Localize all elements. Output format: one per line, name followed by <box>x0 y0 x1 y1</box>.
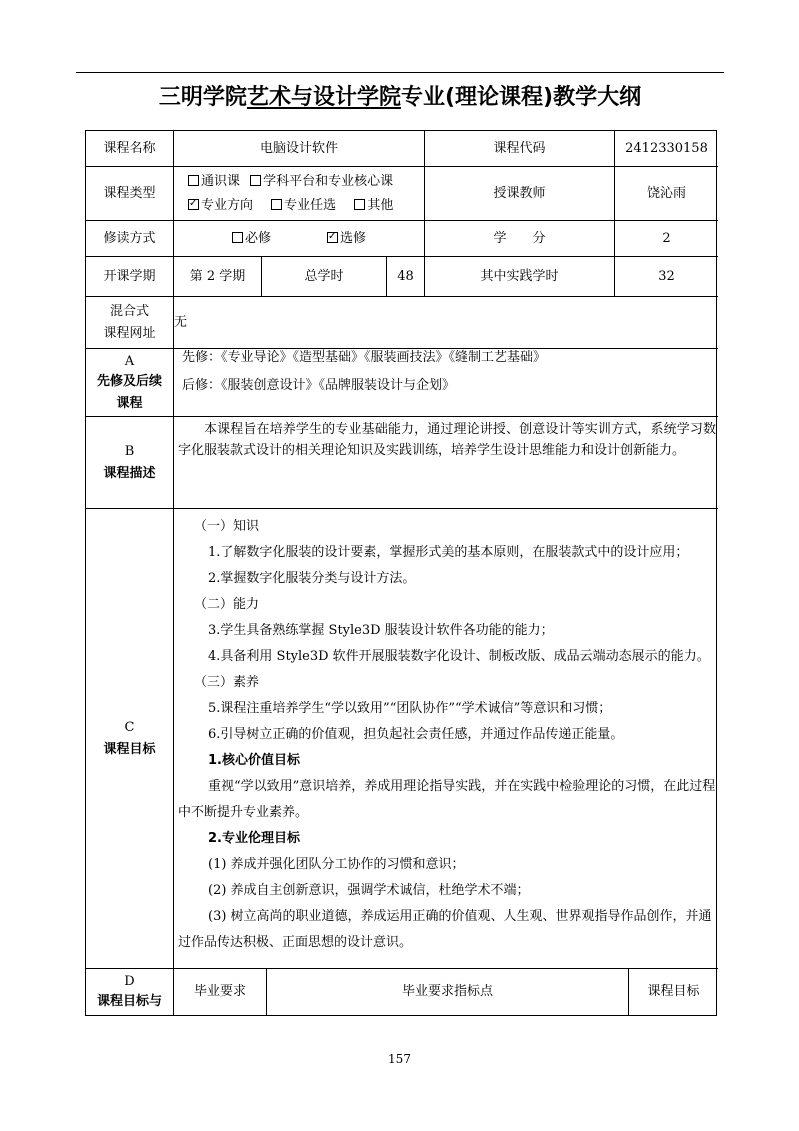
hybrid-label-line1: 混合式 <box>109 303 149 319</box>
title-school: 三明学院 <box>158 85 247 110</box>
section-b-letter: B <box>124 443 135 459</box>
syllabus-table <box>85 130 717 1016</box>
option-required[interactable] <box>232 230 271 248</box>
course-code-label: 课程代码 <box>425 131 615 167</box>
option-core-label: 学科平台和专业核心课 <box>263 173 394 189</box>
goal-item: 5.课程注重培养学生“学以致用”“团队协作”“学术诚信”等意识和习惯； <box>208 701 612 716</box>
teacher-value: 饶沁雨 <box>615 167 718 221</box>
course-name-value: 电脑设计软件 <box>174 131 425 167</box>
goal-item: 1.了解数字化服装的设计要素，掌握形式美的基本原则，在服装款式中的设计应用； <box>208 545 689 560</box>
course-type-label: 课程类型 <box>86 167 174 221</box>
option-other-label: 其他 <box>367 197 394 213</box>
ethics-item: (3) 树立高尚的职业道德，养成运用正确的价值观、人生观、世界观指导作品创作，并通过作品传达积极、正面思想的设计意识。 <box>178 909 712 950</box>
option-required-label: 必修 <box>244 230 271 246</box>
follow-up-courses: 后修：《服装创意设计》《品牌服装设计与企划》 <box>182 378 456 393</box>
option-direction[interactable] <box>188 197 253 215</box>
section-a-letter: A <box>124 353 135 369</box>
ethics-item: (2) 养成自主创新意识，强调学术诚信，杜绝学术不端； <box>208 883 530 898</box>
hybrid-label-line2: 课程网址 <box>103 325 156 341</box>
section-d-title: 课程目标与 <box>96 994 162 1009</box>
checkbox-icon <box>232 232 243 243</box>
checked-checkbox-icon <box>327 232 338 243</box>
section-c-letter: C <box>124 719 135 735</box>
option-optional[interactable] <box>327 230 366 248</box>
knowledge-heading: （一）知识 <box>194 519 260 534</box>
option-elective-label: 专业任选 <box>284 197 337 213</box>
semester-value: 第 2 学期 <box>174 257 262 297</box>
semester-label: 开课学期 <box>86 257 174 297</box>
hybrid-url-label <box>86 297 174 349</box>
option-direction-label: 专业方向 <box>201 197 254 213</box>
literacy-heading: （三）素养 <box>194 675 260 690</box>
section-d-letter: D <box>124 974 135 989</box>
option-elective[interactable] <box>271 197 336 215</box>
section-b-content <box>174 417 718 509</box>
core-value-text: 重视“学以致用”意识培养，养成用理论指导实践，并在实践中检验理论的习惯，在此过程中不断提升专业素养。 <box>178 779 716 820</box>
course-name-label: 课程名称 <box>86 131 174 167</box>
ethics-item: (1) 养成并强化团队分工协作的习惯和意识； <box>208 857 465 872</box>
course-goal-header: 课程目标 <box>647 984 700 999</box>
credit-label: 学 分 <box>425 221 615 257</box>
option-optional-label: 选修 <box>340 230 367 246</box>
header-rule <box>76 72 724 73</box>
section-a-label <box>86 349 174 417</box>
credit-value: 2 <box>615 221 718 257</box>
ability-heading: （二）能力 <box>194 597 260 612</box>
ethics-heading: 2.专业伦理目标 <box>208 831 300 846</box>
section-a-content <box>174 349 718 417</box>
option-general[interactable] <box>188 173 240 191</box>
requirement-indicator-header: 毕业要求指标点 <box>267 969 629 1015</box>
goal-item: 3.学生具备熟练掌握 Style3D 服装设计软件各功能的能力； <box>208 623 554 638</box>
goal-item: 2.掌握数字化服装分类与设计方法。 <box>208 571 416 586</box>
graduation-requirement-header: 毕业要求 <box>174 969 267 1015</box>
section-c-content <box>174 509 718 969</box>
section-d-label <box>86 969 174 1015</box>
course-code-value: 2412330158 <box>615 131 718 167</box>
option-core[interactable] <box>250 173 393 191</box>
section-b-label <box>86 417 174 509</box>
study-mode-label: 修读方式 <box>86 221 174 257</box>
section-c-title: 课程目标 <box>103 741 156 757</box>
checkbox-icon <box>250 175 261 186</box>
hybrid-url-value: 无 <box>174 297 718 349</box>
section-c-label <box>86 509 174 969</box>
practice-hours-label: 其中实践学时 <box>425 257 615 297</box>
section-b-title: 课程描述 <box>103 465 156 481</box>
goal-item: 4.具备利用 Style3D 软件开展服装数字化设计、制板改版、成品云端动态展示的能力。 <box>208 649 710 664</box>
total-hours-label: 总学时 <box>262 257 387 297</box>
goal-item: 6.引导树立正确的价值观，担负起社会责任感，并通过作品传递正能量。 <box>208 727 624 742</box>
title-suffix: 专业(理论课程)教学大纲 <box>400 85 642 110</box>
checkbox-icon <box>271 199 282 210</box>
checked-checkbox-icon <box>188 199 199 210</box>
title-college: 艺术与设计学院 <box>246 85 401 110</box>
page-title <box>76 80 724 116</box>
core-value-heading: 1.核心价值目标 <box>208 753 300 768</box>
total-hours-value: 48 <box>387 257 425 297</box>
option-other[interactable] <box>354 197 393 215</box>
checkbox-icon <box>354 199 365 210</box>
section-a-title-line2: 课程 <box>116 395 143 411</box>
teacher-label: 授课教师 <box>425 167 615 221</box>
option-general-label: 通识课 <box>201 173 241 189</box>
course-description: 本课程旨在培养学生的专业基础能力，通过理论讲授、创意设计等实训方式，系统学习数字化服装款式设计的相关理论知识及实践训练，培养学生设计思维能力和设计创新能力。 <box>178 422 716 458</box>
checkbox-icon <box>188 175 199 186</box>
section-a-title-line1: 先修及后续 <box>96 373 162 389</box>
practice-hours-value: 32 <box>615 257 718 297</box>
study-mode-options <box>174 221 425 257</box>
course-type-options <box>174 167 425 221</box>
page-number: 157 <box>388 1052 411 1066</box>
prerequisite-courses: 先修：《专业导论》《造型基础》《服装画技法》《缝制工艺基础》 <box>182 350 547 365</box>
